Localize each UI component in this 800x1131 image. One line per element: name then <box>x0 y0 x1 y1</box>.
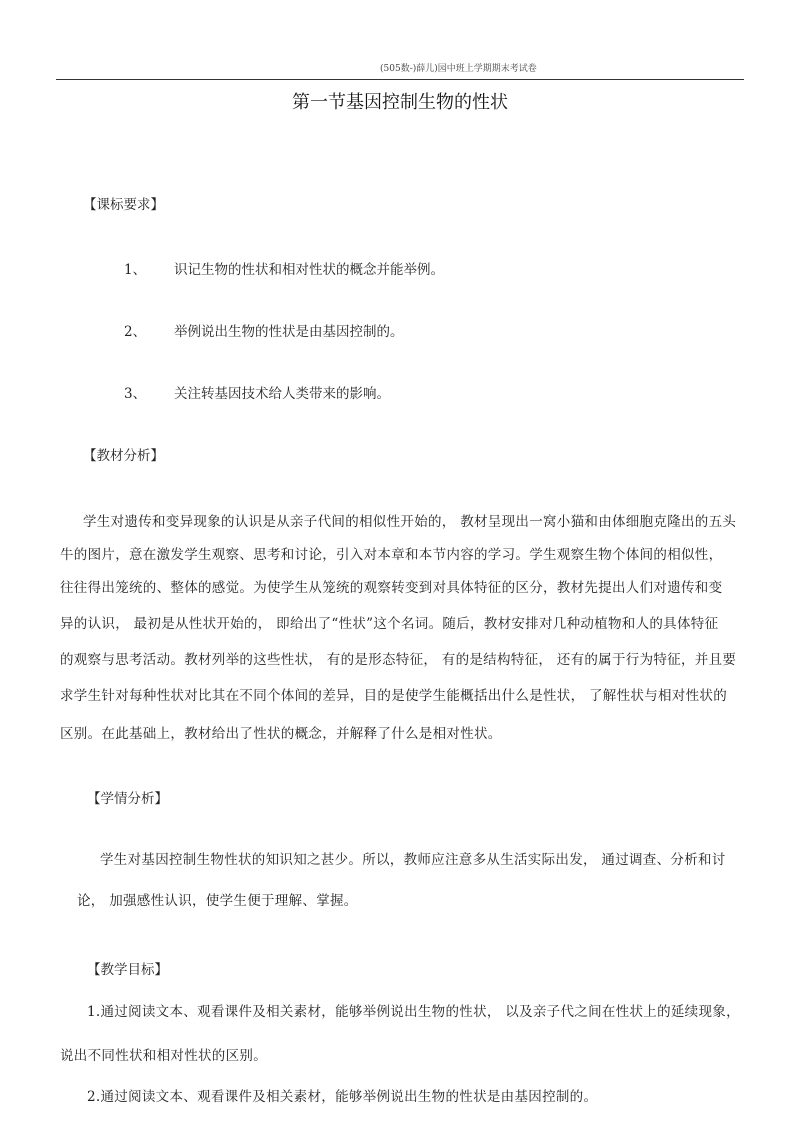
textbook-line: 的观察与思考活动。教材列举的这些性状， 有的是形态特征， 有的是结构特征， 还有的属于行为特征，并且要 <box>60 652 737 668</box>
item-text: 举例说出生物的性状是由基因控制的。 <box>174 324 404 340</box>
item-number: 3、 <box>124 386 147 402</box>
textbook-line: 学生对遗传和变异现象的认识是从亲子代间的相似性开始的， 教材呈现出一窝小猫和由体细胞克隆出的五头 <box>83 514 737 530</box>
curriculum-item-3 <box>124 382 390 402</box>
objective-line: 1.通过阅读文本、观看课件及相关素材，能够举例说出生物的性状， 以及亲子代之间在性状上的延续现象， <box>87 1004 740 1020</box>
section-heading-learner: 【学情分析】 <box>87 791 168 807</box>
section-heading-textbook: 【教材分析】 <box>83 448 164 464</box>
header-rule <box>56 79 744 80</box>
learner-line: 学生对基因控制生物性状的知识知之甚少。所以，教师应注意多从生活实际出发， 通过调查、分析和讨 <box>100 852 726 868</box>
curriculum-item-2 <box>124 320 404 340</box>
objective-line: 说出不同性状和相对性状的区别。 <box>60 1048 267 1064</box>
curriculum-item-1 <box>124 258 444 278</box>
textbook-line: 区别。在此基础上，教材给出了性状的概念，并解释了什么是相对性状。 <box>60 726 502 742</box>
section-heading-curriculum: 【课标要求】 <box>83 197 164 213</box>
textbook-line: 往往得出笼统的、整体的感觉。为使学生从笼统的观察转变到对具体特征的区分，教材先提出人们对遗传和变 <box>60 580 723 596</box>
objective-line: 2.通过阅读文本、观看课件及相关素材，能够举例说出生物的性状是由基因控制的。 <box>87 1089 598 1105</box>
item-number: 2、 <box>124 324 147 340</box>
learner-line: 论， 加强感性认识，使学生便于理解、掌握。 <box>77 893 358 909</box>
textbook-line: 牛的图片，意在激发学生观察、思考和讨论，引入对本章和本节内容的学习。学生观察生物个体间的相似性， <box>60 547 723 563</box>
item-number: 1、 <box>124 262 147 278</box>
item-text: 识记生物的性状和相对性状的概念并能举例。 <box>174 262 444 278</box>
section-heading-objectives: 【教学目标】 <box>87 962 168 978</box>
item-text: 关注转基因技术给人类带来的影响。 <box>174 386 390 402</box>
textbook-line: 异的认识， 最初是从性状开始的， 即给出了“性状”这个名词。随后，教材安排对几种动植物和人的具体特征 <box>60 616 719 632</box>
page-title: 第一节基因控制生物的性状 <box>292 92 508 113</box>
textbook-line: 求学生针对每种性状对比其在不同个体间的差异，目的是使学生能概括出什么是性状， 了解性状与相对性状的 <box>60 688 727 704</box>
running-header: (505数-)薛儿)园中班上学期期末考试卷 <box>380 64 537 74</box>
